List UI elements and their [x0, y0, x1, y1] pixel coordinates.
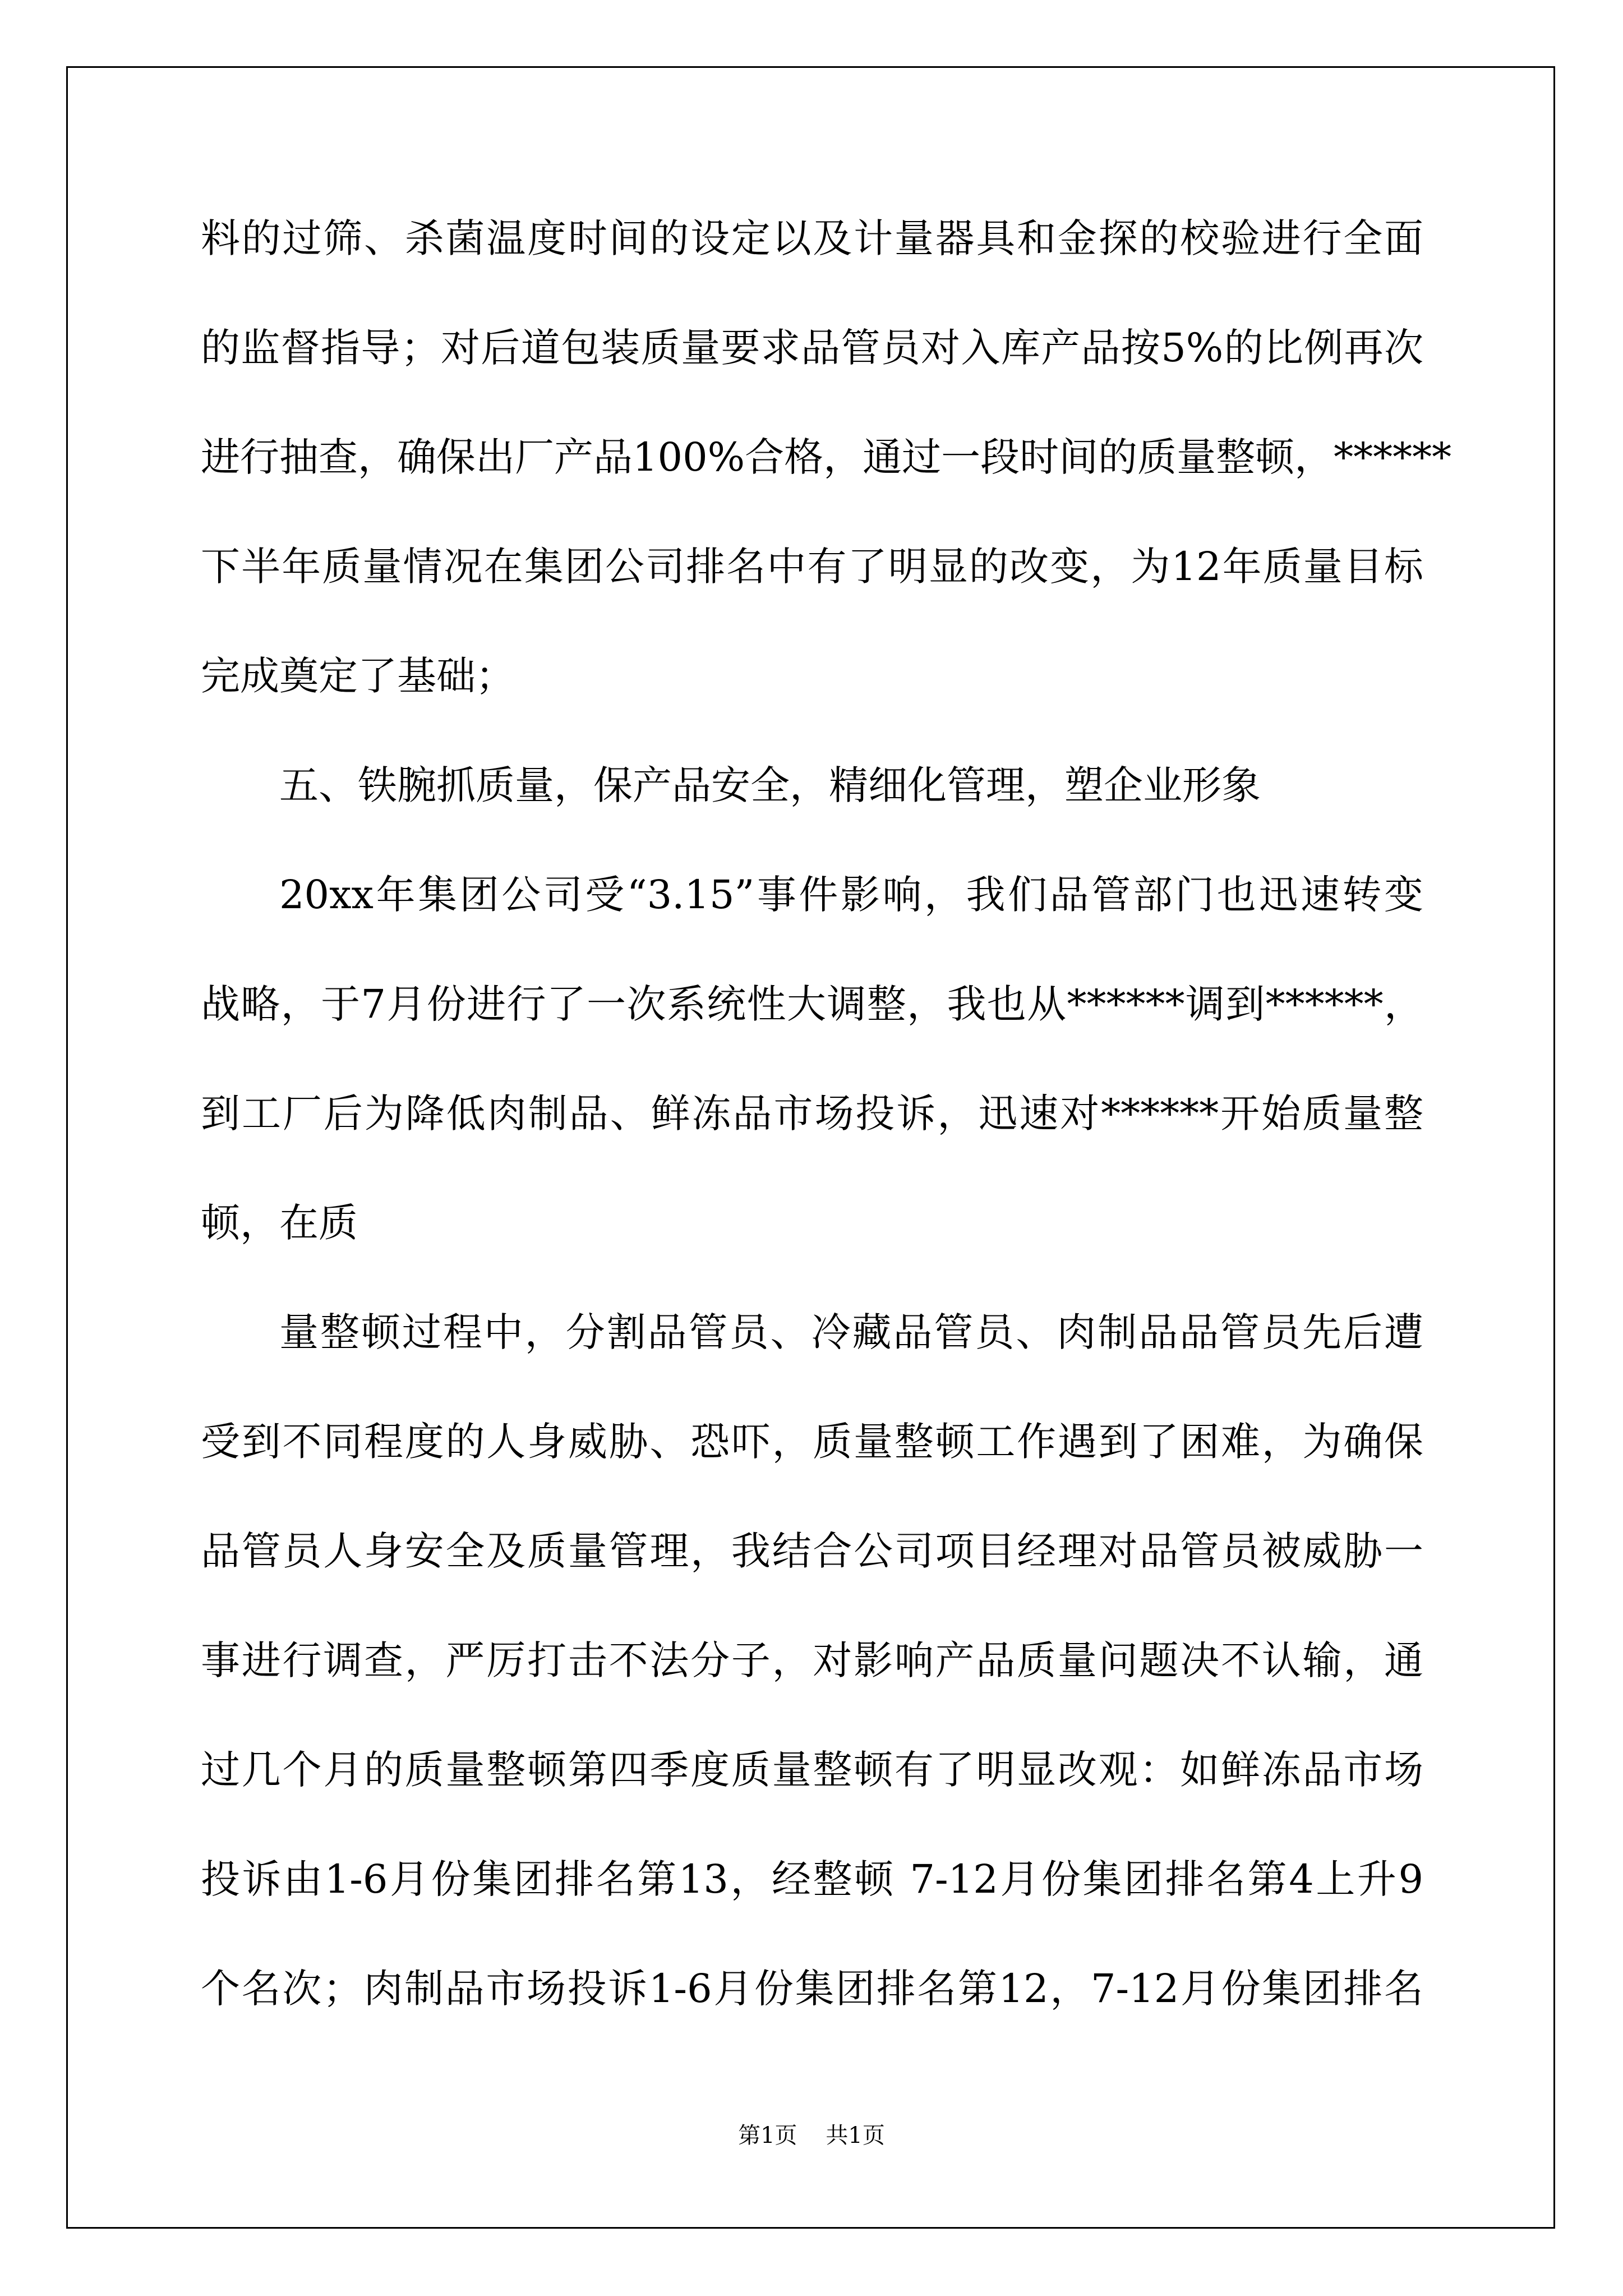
text-line: 到工厂后为降低肉制品、鲜冻品市场投诉，迅速对******开始质量整: [201, 1091, 1423, 1137]
text-line: 的监督指导；对后道包装质量要求品管员对入库产品按5%的比例再次: [201, 325, 1423, 371]
text-line: 进行抽查，确保出厂产品100%合格，通过一段时间的质量整顿，******: [201, 434, 1452, 480]
page-number: 第1页 共1页: [738, 2123, 885, 2148]
text-line: 受到不同程度的人身威胁、恐吓，质量整顿工作遇到了困难，为确保: [201, 1419, 1423, 1465]
text-line: 战略，于7月份进行了一次系统性大调整，我也从******调到******，: [201, 981, 1423, 1027]
text-line: 20xx年集团公司受“3.15”事件影响，我们品管部门也迅速转变: [279, 872, 1423, 918]
text-line: 顿，在质: [201, 1200, 358, 1246]
section-heading: 五、铁腕抓质量，保产品安全，精细化管理，塑企业形象: [279, 762, 1261, 808]
text-line: 下半年质量情况在集团公司排名中有了明显的改变，为12年质量目标: [201, 544, 1423, 590]
text-line: 事进行调查，严厉打击不法分子，对影响产品质量问题决不认输，通: [201, 1637, 1423, 1683]
text-line: 品管员人身安全及质量管理，我结合公司项目经理对品管员被威胁一: [201, 1528, 1423, 1574]
text-line: 量整顿过程中，分割品管员、冷藏品管员、肉制品品管员先后遭: [279, 1309, 1423, 1355]
text-line: 完成奠定了基础；: [201, 653, 515, 699]
text-line: 投诉由1-6月份集团排名第13，经整顿 7-12月份集团排名第4上升9: [201, 1856, 1423, 1902]
text-line: 个名次；肉制品市场投诉1-6月份集团排名第12，7-12月份集团排名: [201, 1966, 1423, 2012]
text-line: 料的过筛、杀菌温度时间的设定以及计量器具和金探的校验进行全面: [201, 215, 1423, 261]
text-line: 过几个月的质量整顿第四季度质量整顿有了明显改观：如鲜冻品市场: [201, 1747, 1423, 1793]
